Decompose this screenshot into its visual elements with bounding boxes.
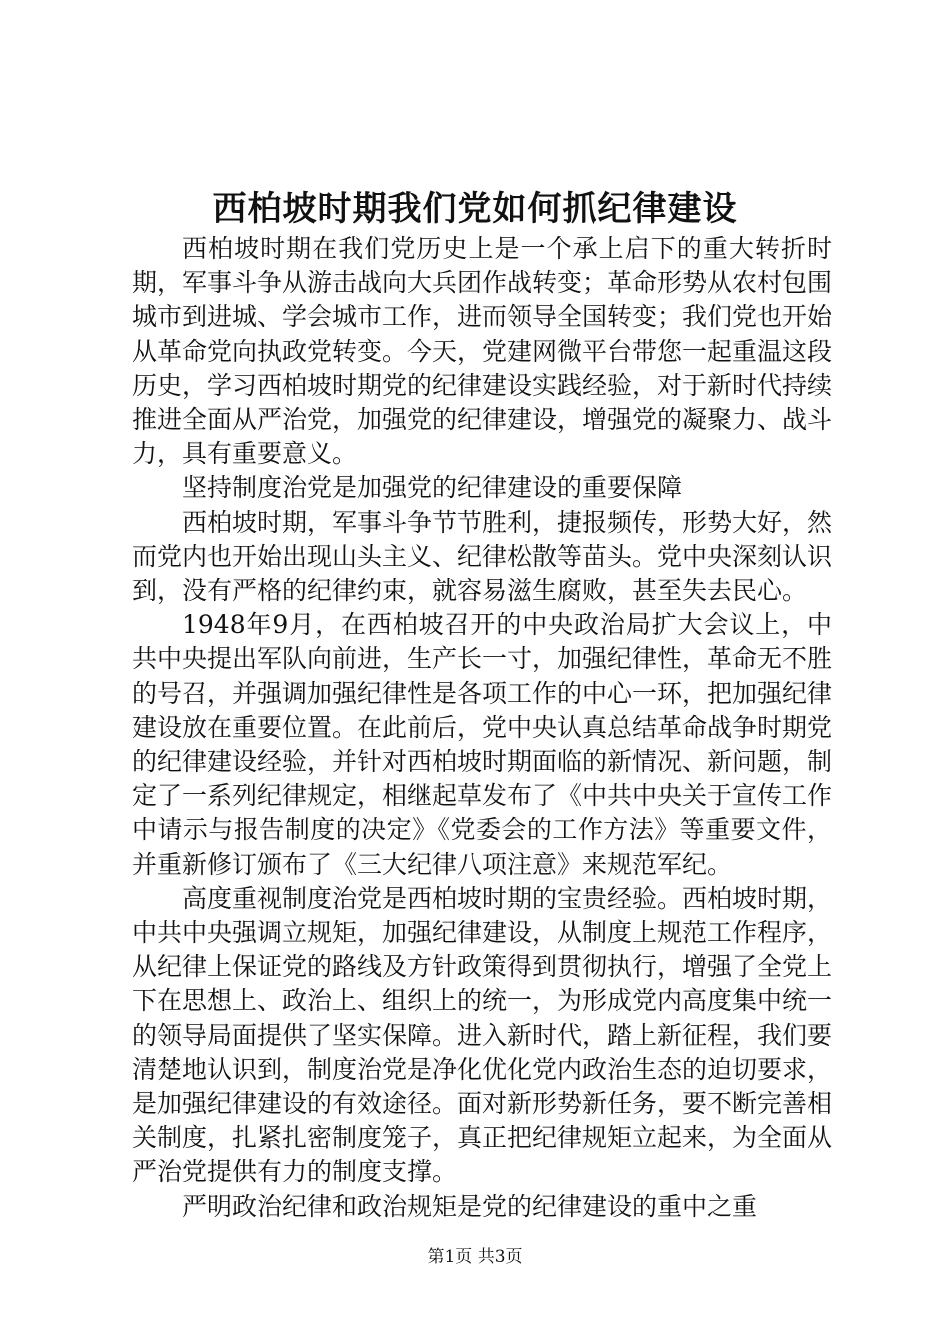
section-heading-political: 严明政治纪律和政治规矩是党的纪律建设的重中之重: [182, 1191, 758, 1221]
paragraph-situation: 西柏坡时期，军事斗争节节胜利，捷报频传，形势大好，然而党内也开始出现山头主义、纪律松散等苗头。党中央深刻认识到，没有严格的纪律约束，就容易滋生腐败，甚至失去民心。: [132, 507, 833, 606]
paragraph-experience: 高度重视制度治党是西柏坡时期的宝贵经验。西柏坡时期，中共中央强调立规矩，加强纪律建设，从制度上规范工作程序，从纪律上保证党的路线及方针政策得到贯彻执行，增强了全党上下在思想上、政治上、组织上的统一，为形成党内高度集中统一的领导局面提供了坚实保障。进入新时代，踏上新征程，我们要清楚地认识到，制度治党是净化优化党内政治生态的迫切要求，是加强纪律建设的有效途径。面对新形势新任务，要不断完善相关制度，扎紧扎密制度笼子，真正把纪律规矩立起来，为全面从严治党提供有力的制度支撑。: [132, 883, 833, 1187]
page-footer: 第1页 共3页: [427, 1247, 523, 1267]
paragraph-intro: 西柏坡时期在我们党历史上是一个承上启下的重大转折时期，军事斗争从游击战向大兵团作战转变；革命形势从农村包围城市到进城、学会城市工作，进而领导全国转变；我们党也开始从革命党向执政党转变。今天，党建网微平台带您一起重温这段历史，学习西柏坡时期党的纪律建设实践经验，对于新时代持续推进全面从严治党，加强党的纪律建设，增强党的凝聚力、战斗力，具有重要意义。: [132, 234, 833, 469]
section-heading-institutional: 坚持制度治党是加强党的纪律建设的重要保障: [182, 473, 683, 503]
document-body: [132, 232, 832, 1224]
document-title: 西柏坡时期我们党如何抓纪律建设: [212, 189, 738, 229]
paragraph-1948-meeting: 1948年9月，在西柏坡召开的中央政治局扩大会议上，中共中央提出军队向前进，生产长一寸，加强纪律性，革命无不胜的号召，并强调加强纪律性是各项工作的中心一环，把加强纪律建设放在重要位置。在此前后，党中央认真总结革命战争时期党的纪律建设经验，并针对西柏坡时期面临的新情况、新问题，制定了一系列纪律规定，相继起草发布了《中共中央关于宣传工作中请示与报告制度的决定》《党委会的工作方法》等重要文件，并重新修订颁布了《三大纪律八项注意》来规范军纪。: [132, 610, 833, 879]
